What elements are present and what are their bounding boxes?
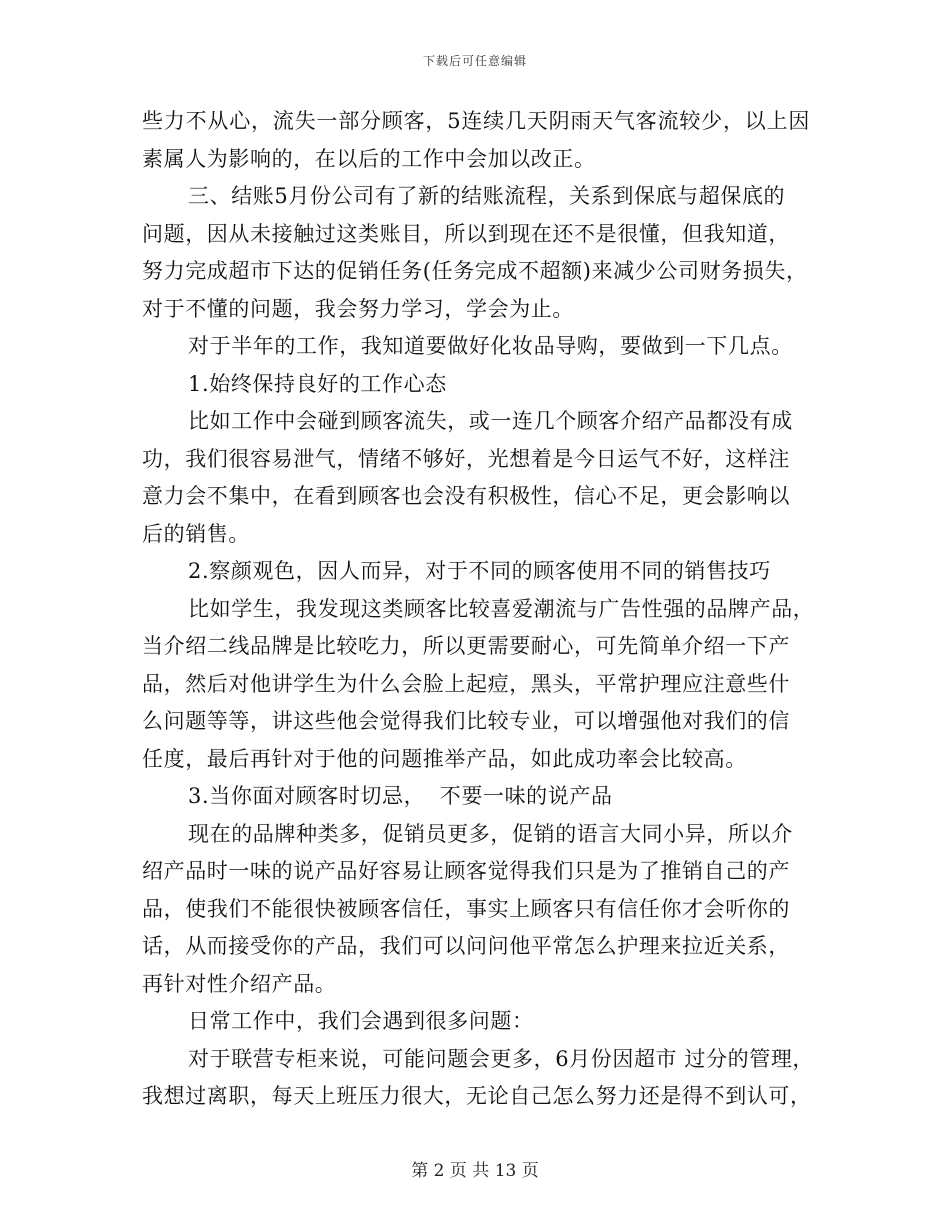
- text-line: 问题，因从未接触过这类账目，所以到现在还不是很懂，但我知道，: [142, 221, 790, 246]
- section-heading: 2.察颜观色，因人而异，对于不同的顾客使用不同的销售技巧: [188, 559, 771, 583]
- text-line: 话，从而接受你的产品，我们可以问问他平常怎么护理来拉近关系，: [142, 934, 790, 958]
- paragraph-start: 比如工作中会碰到顾客流失，或一连几个顾客介绍产品都没有成: [188, 409, 793, 433]
- text-line: 些力不从心，流失一部分顾客，5连续几天阴雨天气客流较少，以上因: [142, 109, 810, 133]
- text-line: 素属人为影响的，在以后的工作中会加以改正。: [142, 146, 596, 171]
- text-line: 当介绍二线品牌是比较吃力，所以更需要耐心，可先简单介绍一下产: [142, 634, 790, 658]
- text-line: 后的销售。: [142, 521, 250, 546]
- page-footer: 第 2 页 共 13 页: [411, 1161, 539, 1181]
- paragraph-start: 现在的品牌种类多，促销员更多，促销的语言大同小异，所以介: [188, 821, 793, 846]
- paragraph-start: 三、结账5月份公司有了新的结账流程，关系到保底与超保底的: [188, 184, 786, 208]
- paragraph-start: 对于联营专柜来说，可能问题会更多，6月份因超市 过分的管理，: [188, 1046, 815, 1071]
- text-line: 功，我们很容易泄气，情绪不够好，光想着是今日运气不好，这样注: [142, 446, 790, 471]
- text-line: 品，使我们不能很快被顾客信任，事实上顾客只有信任你才会听你的: [142, 896, 790, 921]
- section-heading: 3.当你面对顾客时切忌， 不要一味的说产品: [188, 784, 613, 808]
- text-line: 再针对性介绍产品。: [142, 971, 337, 996]
- text-line: 对于不懂的问题，我会努力学习，学会为止。: [142, 296, 574, 321]
- paragraph-start: 比如学生，我发现这类顾客比较喜爱潮流与广告性强的品牌产品，: [188, 596, 815, 621]
- text-line: 么问题等等，讲这些他会觉得我们比较专业，可以增强他对我们的信: [142, 709, 790, 733]
- text-line: 我想过离职，每天上班压力很大，无论自己怎么努力还是得不到认可，: [142, 1084, 812, 1108]
- section-heading: 1.始终保持良好的工作心态: [188, 371, 447, 396]
- page-header: 下载后可任意编辑: [422, 54, 527, 68]
- document-body: [142, 103, 815, 1116]
- text-line: 绍产品时一味的说产品好容易让顾客觉得我们只是为了推销自己的产: [142, 859, 790, 883]
- paragraph-start: 对于半年的工作，我知道要做好化妆品导购，要做到一下几点。: [188, 334, 793, 358]
- text-line: 任度，最后再针对于他的问题推举产品，如此成功率会比较高。: [142, 746, 747, 771]
- paragraph-start: 日常工作中，我们会遇到很多问题：: [188, 1009, 534, 1033]
- text-line: 意力会不集中，在看到顾客也会没有积极性，信心不足，更会影响以: [142, 484, 790, 508]
- text-line: 品，然后对他讲学生为什么会脸上起痘，黑头，平常护理应注意些什: [142, 671, 790, 696]
- text-line: 努力完成超市下达的促销任务(任务完成不超额)来减少公司财务损失，: [142, 259, 808, 283]
